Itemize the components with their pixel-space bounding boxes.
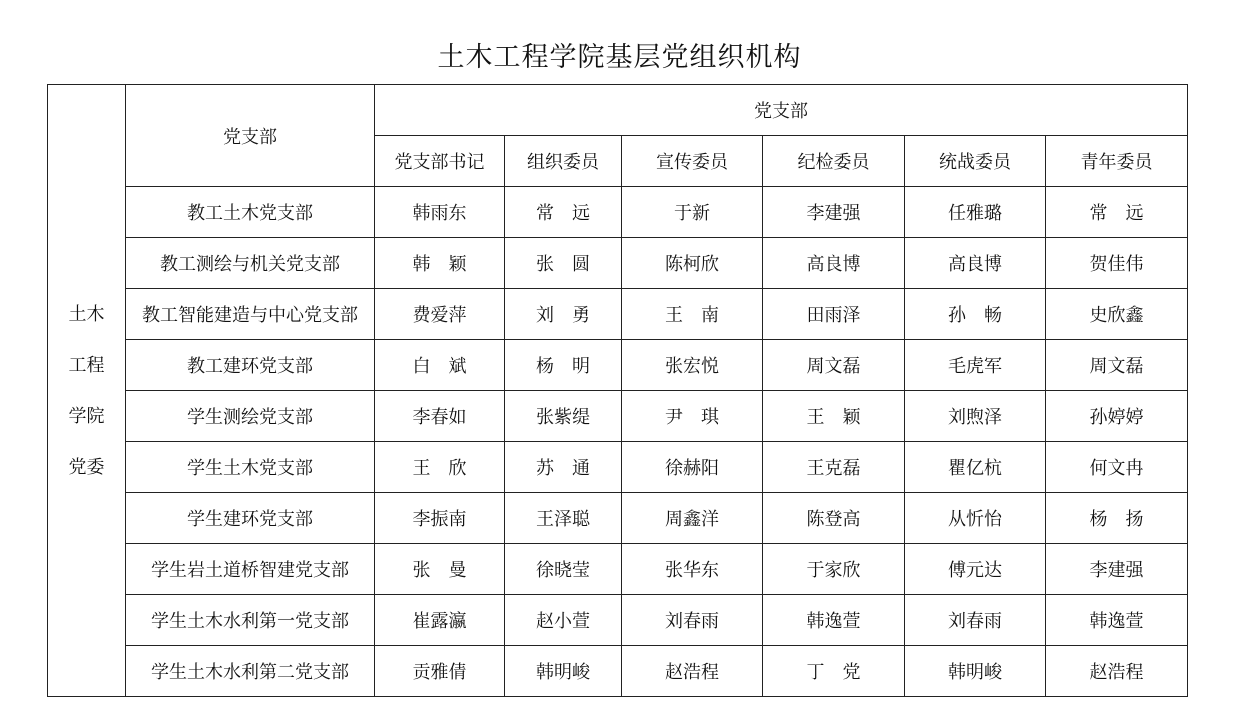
branch-name-cell: 学生土木党支部 bbox=[126, 442, 375, 493]
member-name-cell: 于家欣 bbox=[763, 544, 905, 595]
member-name-cell: 刘春雨 bbox=[622, 595, 763, 646]
table-row bbox=[48, 646, 1188, 697]
member-name-cell: 刘春雨 bbox=[905, 595, 1046, 646]
member-name-cell: 李春如 bbox=[375, 391, 505, 442]
member-name-cell: 韩 颖 bbox=[375, 238, 505, 289]
member-name-cell: 丁 党 bbox=[763, 646, 905, 697]
table-row bbox=[48, 289, 1188, 340]
branch-column-header: 党支部 bbox=[126, 85, 375, 187]
table-row bbox=[48, 442, 1188, 493]
member-name-cell: 高良博 bbox=[763, 238, 905, 289]
member-name-cell: 杨 扬 bbox=[1046, 493, 1188, 544]
table-row bbox=[48, 391, 1188, 442]
member-name-cell: 毛虎军 bbox=[905, 340, 1046, 391]
member-name-cell: 田雨泽 bbox=[763, 289, 905, 340]
member-name-cell: 尹 琪 bbox=[622, 391, 763, 442]
table-row bbox=[48, 493, 1188, 544]
member-name-cell: 崔露瀛 bbox=[375, 595, 505, 646]
member-name-cell: 张华东 bbox=[622, 544, 763, 595]
role-header-united-front: 统战委员 bbox=[905, 136, 1046, 187]
branch-name-cell: 教工建环党支部 bbox=[126, 340, 375, 391]
member-name-cell: 李建强 bbox=[1046, 544, 1188, 595]
branch-name-cell: 教工土木党支部 bbox=[126, 187, 375, 238]
member-name-cell: 何文冉 bbox=[1046, 442, 1188, 493]
member-name-cell: 孙 畅 bbox=[905, 289, 1046, 340]
member-name-cell: 韩明峻 bbox=[505, 646, 622, 697]
member-name-cell: 张紫缇 bbox=[505, 391, 622, 442]
table-row bbox=[48, 340, 1188, 391]
member-name-cell: 徐赫阳 bbox=[622, 442, 763, 493]
member-name-cell: 周鑫洋 bbox=[622, 493, 763, 544]
member-name-cell: 孙婷婷 bbox=[1046, 391, 1188, 442]
member-name-cell: 贺佳伟 bbox=[1046, 238, 1188, 289]
committee-line: 学院 bbox=[68, 405, 105, 427]
member-name-cell: 傅元达 bbox=[905, 544, 1046, 595]
role-header-organization: 组织委员 bbox=[505, 136, 622, 187]
member-name-cell: 于新 bbox=[622, 187, 763, 238]
member-name-cell: 赵浩程 bbox=[1046, 646, 1188, 697]
member-name-cell: 陈登高 bbox=[763, 493, 905, 544]
table-row bbox=[48, 187, 1188, 238]
committee-line: 党委 bbox=[68, 456, 105, 478]
member-name-cell: 白 斌 bbox=[375, 340, 505, 391]
member-name-cell: 任雅璐 bbox=[905, 187, 1046, 238]
branch-name-cell: 教工测绘与机关党支部 bbox=[126, 238, 375, 289]
branch-name-cell: 学生土木水利第一党支部 bbox=[126, 595, 375, 646]
member-name-cell: 瞿亿杭 bbox=[905, 442, 1046, 493]
member-name-cell: 张宏悦 bbox=[622, 340, 763, 391]
member-name-cell: 杨 明 bbox=[505, 340, 622, 391]
member-name-cell: 韩逸萱 bbox=[1046, 595, 1188, 646]
member-name-cell: 王 欣 bbox=[375, 442, 505, 493]
member-name-cell: 常 远 bbox=[1046, 187, 1188, 238]
branch-name-cell: 教工智能建造与中心党支部 bbox=[126, 289, 375, 340]
member-name-cell: 史欣鑫 bbox=[1046, 289, 1188, 340]
role-header-secretary: 党支部书记 bbox=[375, 136, 505, 187]
member-name-cell: 苏 通 bbox=[505, 442, 622, 493]
member-name-cell: 从忻怡 bbox=[905, 493, 1046, 544]
member-name-cell: 周文磊 bbox=[763, 340, 905, 391]
member-name-cell: 王泽聪 bbox=[505, 493, 622, 544]
table-body bbox=[48, 85, 1188, 697]
member-name-cell: 周文磊 bbox=[1046, 340, 1188, 391]
member-name-cell: 韩逸萱 bbox=[763, 595, 905, 646]
member-name-cell: 张 圆 bbox=[505, 238, 622, 289]
role-header-publicity: 宣传委员 bbox=[622, 136, 763, 187]
member-name-cell: 赵小萱 bbox=[505, 595, 622, 646]
page-title: 土木工程学院基层党组织机构 bbox=[437, 42, 802, 73]
member-name-cell: 张 曼 bbox=[375, 544, 505, 595]
member-name-cell: 陈柯欣 bbox=[622, 238, 763, 289]
member-name-cell: 高良博 bbox=[905, 238, 1046, 289]
table-row bbox=[48, 238, 1188, 289]
member-name-cell: 王 南 bbox=[622, 289, 763, 340]
org-structure-table bbox=[47, 84, 1188, 697]
committee-line: 工程 bbox=[68, 354, 105, 376]
role-header-discipline: 纪检委员 bbox=[763, 136, 905, 187]
member-name-cell: 李建强 bbox=[763, 187, 905, 238]
member-name-cell: 赵浩程 bbox=[622, 646, 763, 697]
member-name-cell: 刘 勇 bbox=[505, 289, 622, 340]
branch-name-cell: 学生土木水利第二党支部 bbox=[126, 646, 375, 697]
branch-name-cell: 学生建环党支部 bbox=[126, 493, 375, 544]
header-row-top bbox=[48, 85, 1188, 136]
branch-name-cell: 学生测绘党支部 bbox=[126, 391, 375, 442]
member-name-cell: 刘煦泽 bbox=[905, 391, 1046, 442]
committee-line: 土木 bbox=[68, 303, 105, 325]
member-name-cell: 贡雅倩 bbox=[375, 646, 505, 697]
member-name-cell: 韩明峻 bbox=[905, 646, 1046, 697]
member-name-cell: 王克磊 bbox=[763, 442, 905, 493]
member-name-cell: 常 远 bbox=[505, 187, 622, 238]
branch-name-cell: 学生岩土道桥智建党支部 bbox=[126, 544, 375, 595]
table-row bbox=[48, 544, 1188, 595]
member-name-cell: 韩雨东 bbox=[375, 187, 505, 238]
member-name-cell: 李振南 bbox=[375, 493, 505, 544]
role-header-youth: 青年委员 bbox=[1046, 136, 1188, 187]
member-name-cell: 费爱萍 bbox=[375, 289, 505, 340]
table-row bbox=[48, 595, 1188, 646]
committee-cell bbox=[48, 85, 126, 697]
member-name-cell: 徐晓莹 bbox=[505, 544, 622, 595]
member-name-cell: 王 颖 bbox=[763, 391, 905, 442]
role-group-header: 党支部 bbox=[375, 85, 1188, 136]
